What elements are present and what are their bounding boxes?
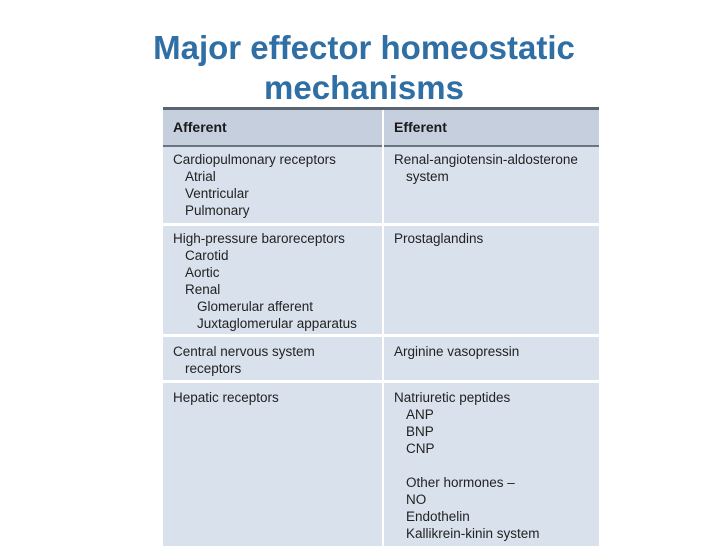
efferent-line: Arginine vasopressin	[394, 344, 520, 359]
efferent-line: Renal-angiotensin-aldosterone	[394, 152, 578, 167]
efferent-line	[394, 457, 540, 474]
afferent-line: Central nervous system	[173, 344, 315, 359]
efferent-line: ANP	[406, 407, 434, 422]
efferent-line: NO	[406, 492, 427, 507]
row-1-afferent	[173, 151, 336, 219]
efferent-line: BNP	[406, 424, 434, 439]
row-4-efferent	[394, 389, 540, 542]
column-divider	[382, 110, 384, 546]
row-separator	[163, 334, 599, 337]
row-2-afferent	[173, 230, 357, 332]
afferent-line: Renal	[185, 282, 221, 297]
row-2-efferent	[394, 230, 483, 247]
afferent-line: Ventricular	[185, 186, 249, 201]
afferent-line: Carotid	[185, 248, 229, 263]
efferent-line: Prostaglandins	[394, 231, 484, 246]
row-3-afferent	[173, 343, 315, 377]
efferent-line: Natriuretic peptides	[394, 390, 511, 405]
row-3-efferent	[394, 343, 519, 360]
row-separator	[163, 380, 599, 383]
efferent-line: Other hormones –	[406, 475, 515, 490]
efferent-line: Kallikrein-kinin system	[406, 526, 540, 541]
row-1-efferent	[394, 151, 578, 185]
afferent-line: Juxtaglomerular apparatus	[197, 316, 357, 331]
row-separator	[163, 223, 599, 226]
efferent-line: Endothelin	[406, 509, 470, 524]
mechanisms-table	[163, 107, 599, 546]
afferent-line: Aortic	[185, 265, 220, 280]
title-line-2: mechanisms	[264, 69, 464, 106]
header-efferent: Efferent	[394, 119, 447, 135]
efferent-line: system	[406, 169, 449, 184]
title-line-1: Major effector homeostatic	[153, 29, 575, 66]
table-header-row	[163, 110, 599, 147]
afferent-line: Hepatic receptors	[173, 390, 279, 405]
efferent-line: CNP	[406, 441, 435, 456]
afferent-line: Cardiopulmonary receptors	[173, 152, 336, 167]
row-4-afferent	[173, 389, 279, 406]
page-title	[0, 28, 728, 108]
header-afferent: Afferent	[173, 119, 227, 135]
afferent-line: Atrial	[185, 169, 216, 184]
afferent-line: Pulmonary	[185, 203, 250, 218]
afferent-line: Glomerular afferent	[197, 299, 314, 314]
afferent-line: High-pressure baroreceptors	[173, 231, 345, 246]
afferent-line: receptors	[185, 361, 242, 376]
